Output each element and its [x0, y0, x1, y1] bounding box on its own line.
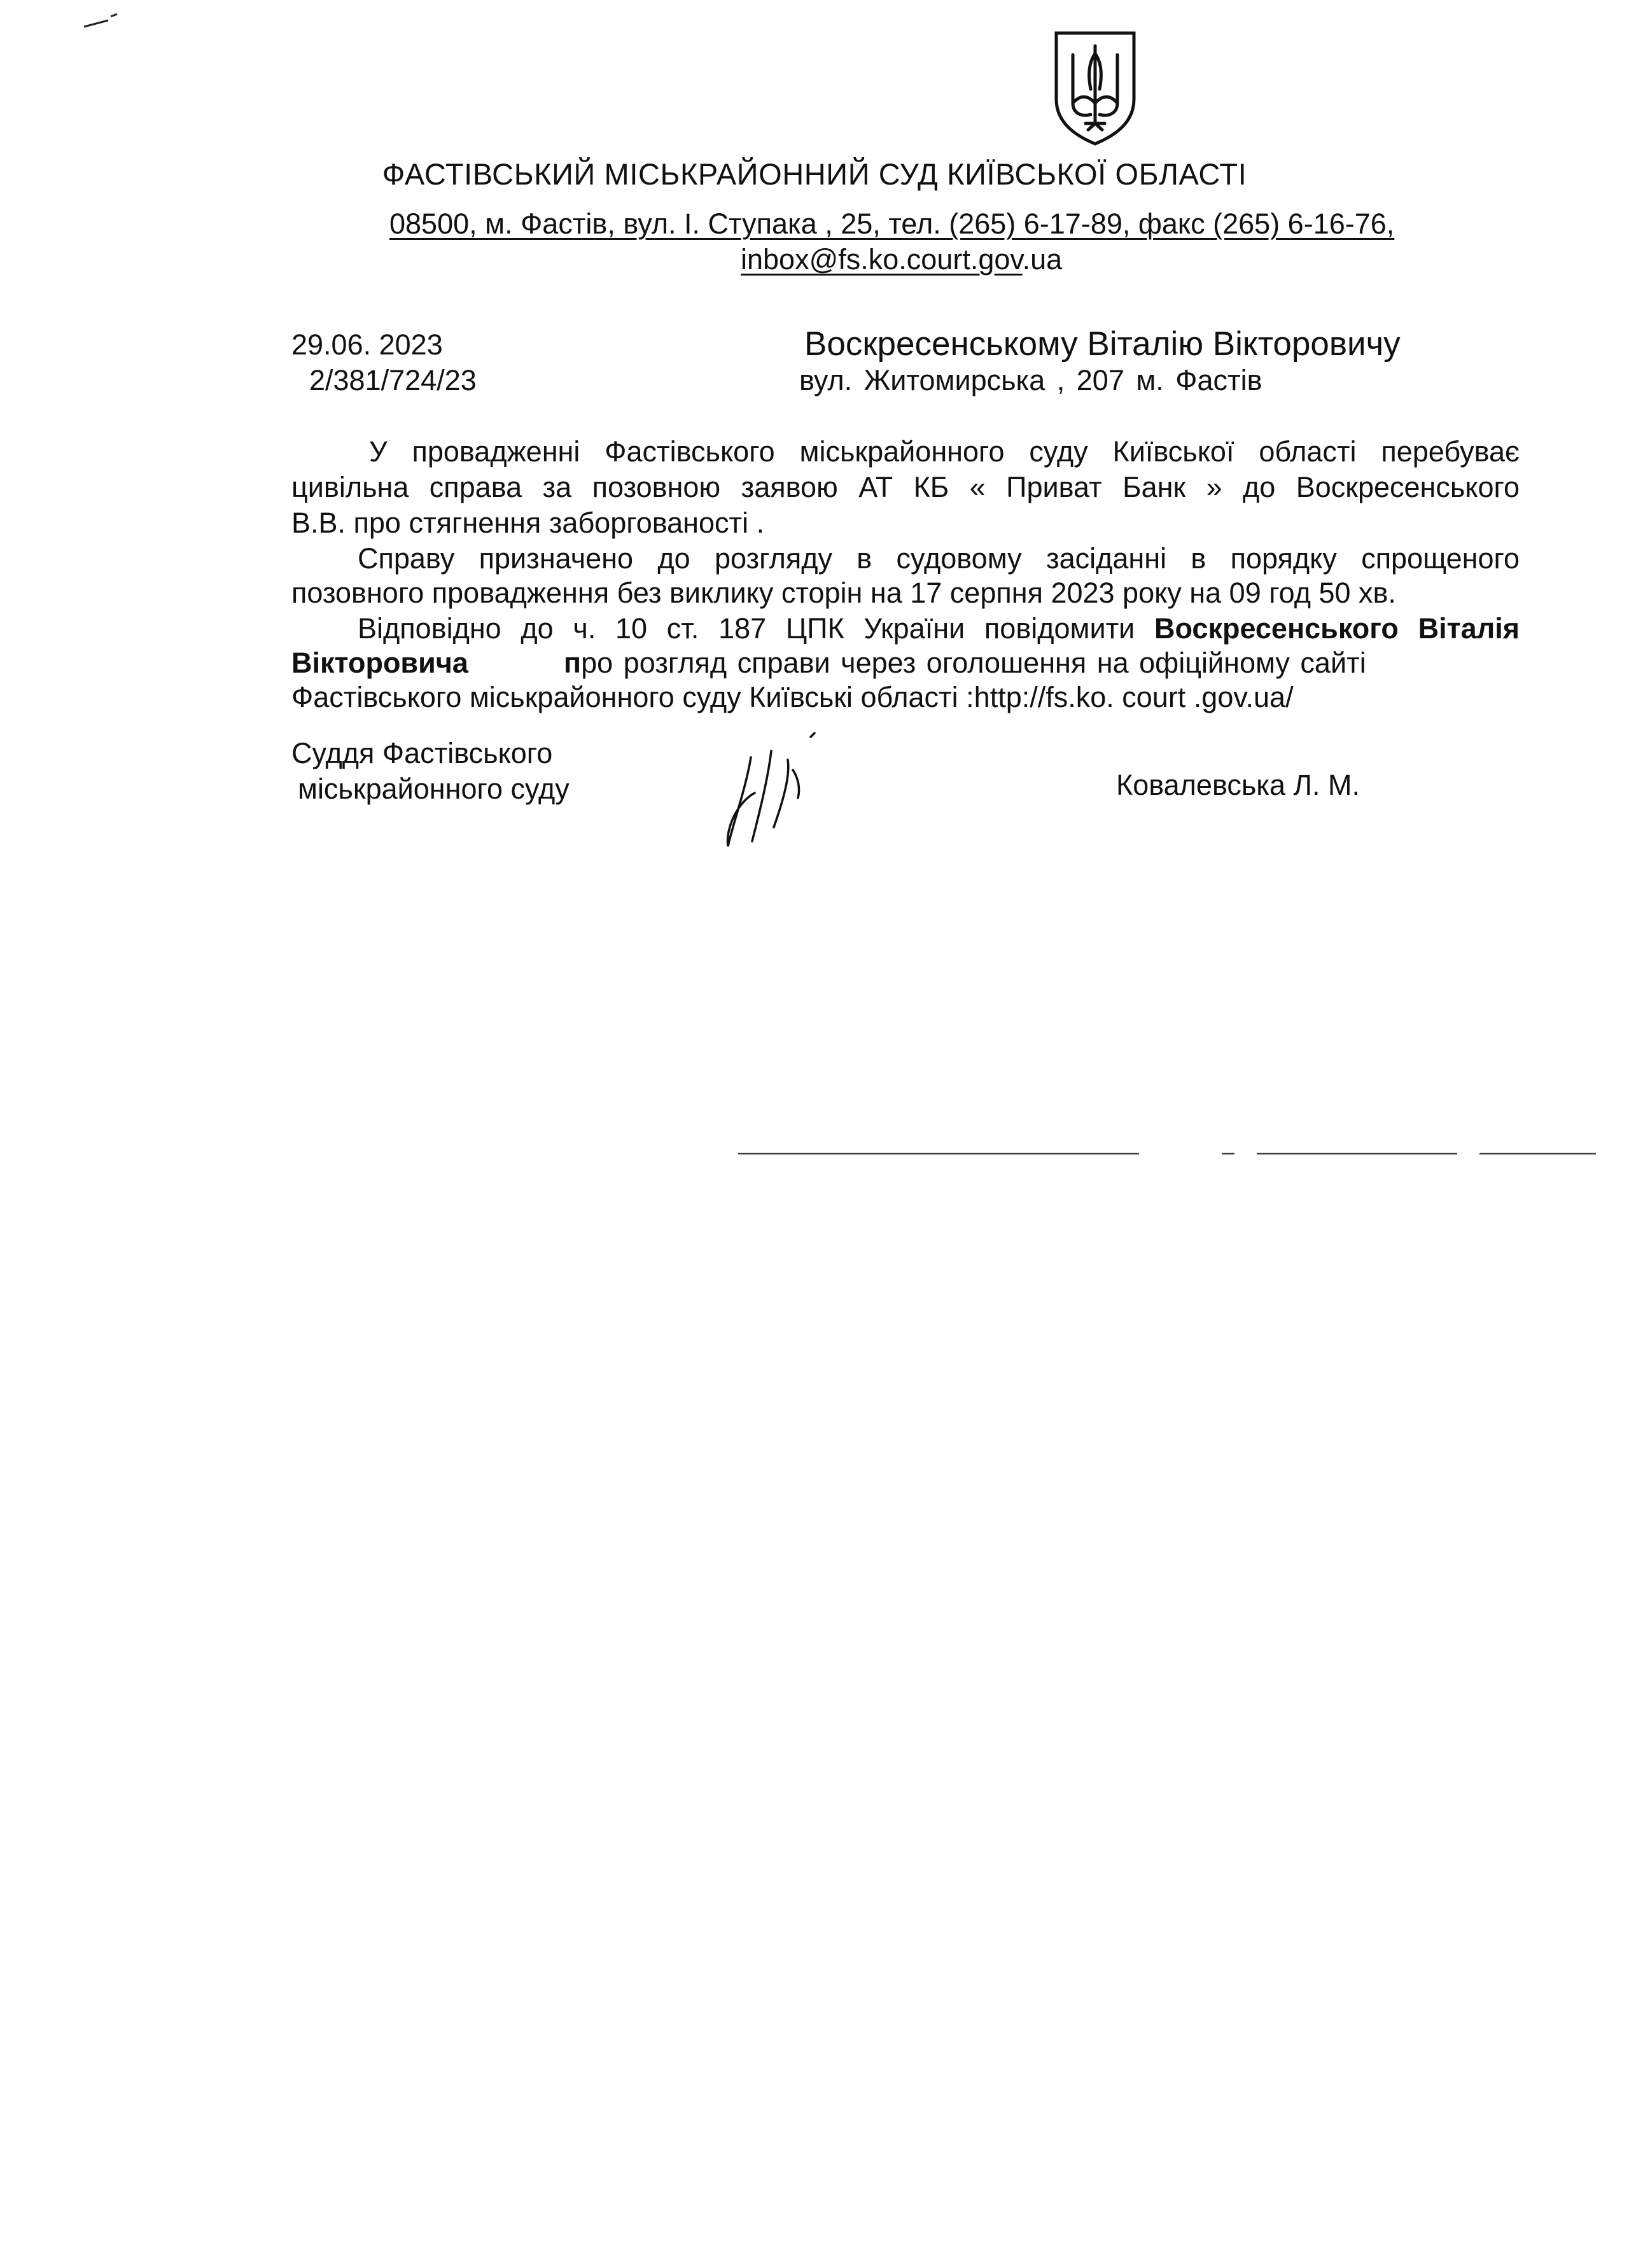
handwritten-signature — [713, 732, 840, 853]
body-bold-letter: п — [563, 647, 582, 679]
body-line: Справу призначено до розгляду в судовому засіданні в порядку спрощеного — [358, 542, 1520, 575]
judge-title-line1: Суддя Фастівського — [291, 737, 553, 769]
coat-of-arms-icon — [1051, 28, 1139, 148]
body-line — [358, 612, 1520, 645]
court-email[interactable]: inbox@fs.ko.court.gov — [741, 243, 1023, 276]
court-address: 08500, м. Фастів, вул. І. Ступака , 25, тел. (265) 6-17-89, факс (265) 6-16-76, — [389, 207, 1395, 240]
body-line: В.В. про стягнення заборгованості . — [291, 507, 765, 539]
court-title: ФАСТІВСЬКИЙ МІСЬКРАЙОННИЙ СУД КИЇВСЬКОЇ ОБЛАСТІ — [382, 157, 1247, 191]
body-line: Фастівського міськрайонного суду Київські області :http://fs.ko. court .gov.ua/ — [291, 681, 1294, 713]
court-email-line — [741, 243, 1062, 276]
body-line: У провадженні Фастівського міськрайонного суду Київської області перебуває — [369, 435, 1520, 468]
body-line: позовного провадження без виклику сторін на 17 серпня 2023 року на 09 год 50 хв. — [291, 577, 1396, 609]
recipient-name: Воскресенському Віталію Вікторовичу — [804, 325, 1401, 363]
body-bold-name: Вікторовича — [291, 647, 468, 679]
body-text: ро розгляд справи через оголошення на офіційному сайті — [581, 647, 1366, 679]
scan-artifact-mark — [83, 5, 134, 31]
body-line — [291, 647, 1520, 680]
body-line: цивільна справа за позовною заявою АТ КБ « Приват Банк » до Воскресенського — [291, 471, 1520, 503]
letter-date: 29.06. 2023 — [291, 328, 443, 361]
judge-title-line2: міськрайонного суду — [298, 773, 570, 805]
body-text: Відповідно до ч. 10 ст. 187 ЦПК України повідомити — [358, 612, 1135, 645]
judge-name: Ковалевська Л. М. — [1116, 769, 1360, 801]
reference-number: 2/381/724/23 — [309, 364, 477, 396]
court-email-suffix: .ua — [1022, 243, 1063, 276]
scan-artifact-lines — [738, 1151, 1597, 1157]
body-bold-name: Воскресенського Віталія — [1154, 612, 1520, 645]
recipient-address: вул. Житомирська , 207 м. Фастів — [799, 364, 1262, 396]
